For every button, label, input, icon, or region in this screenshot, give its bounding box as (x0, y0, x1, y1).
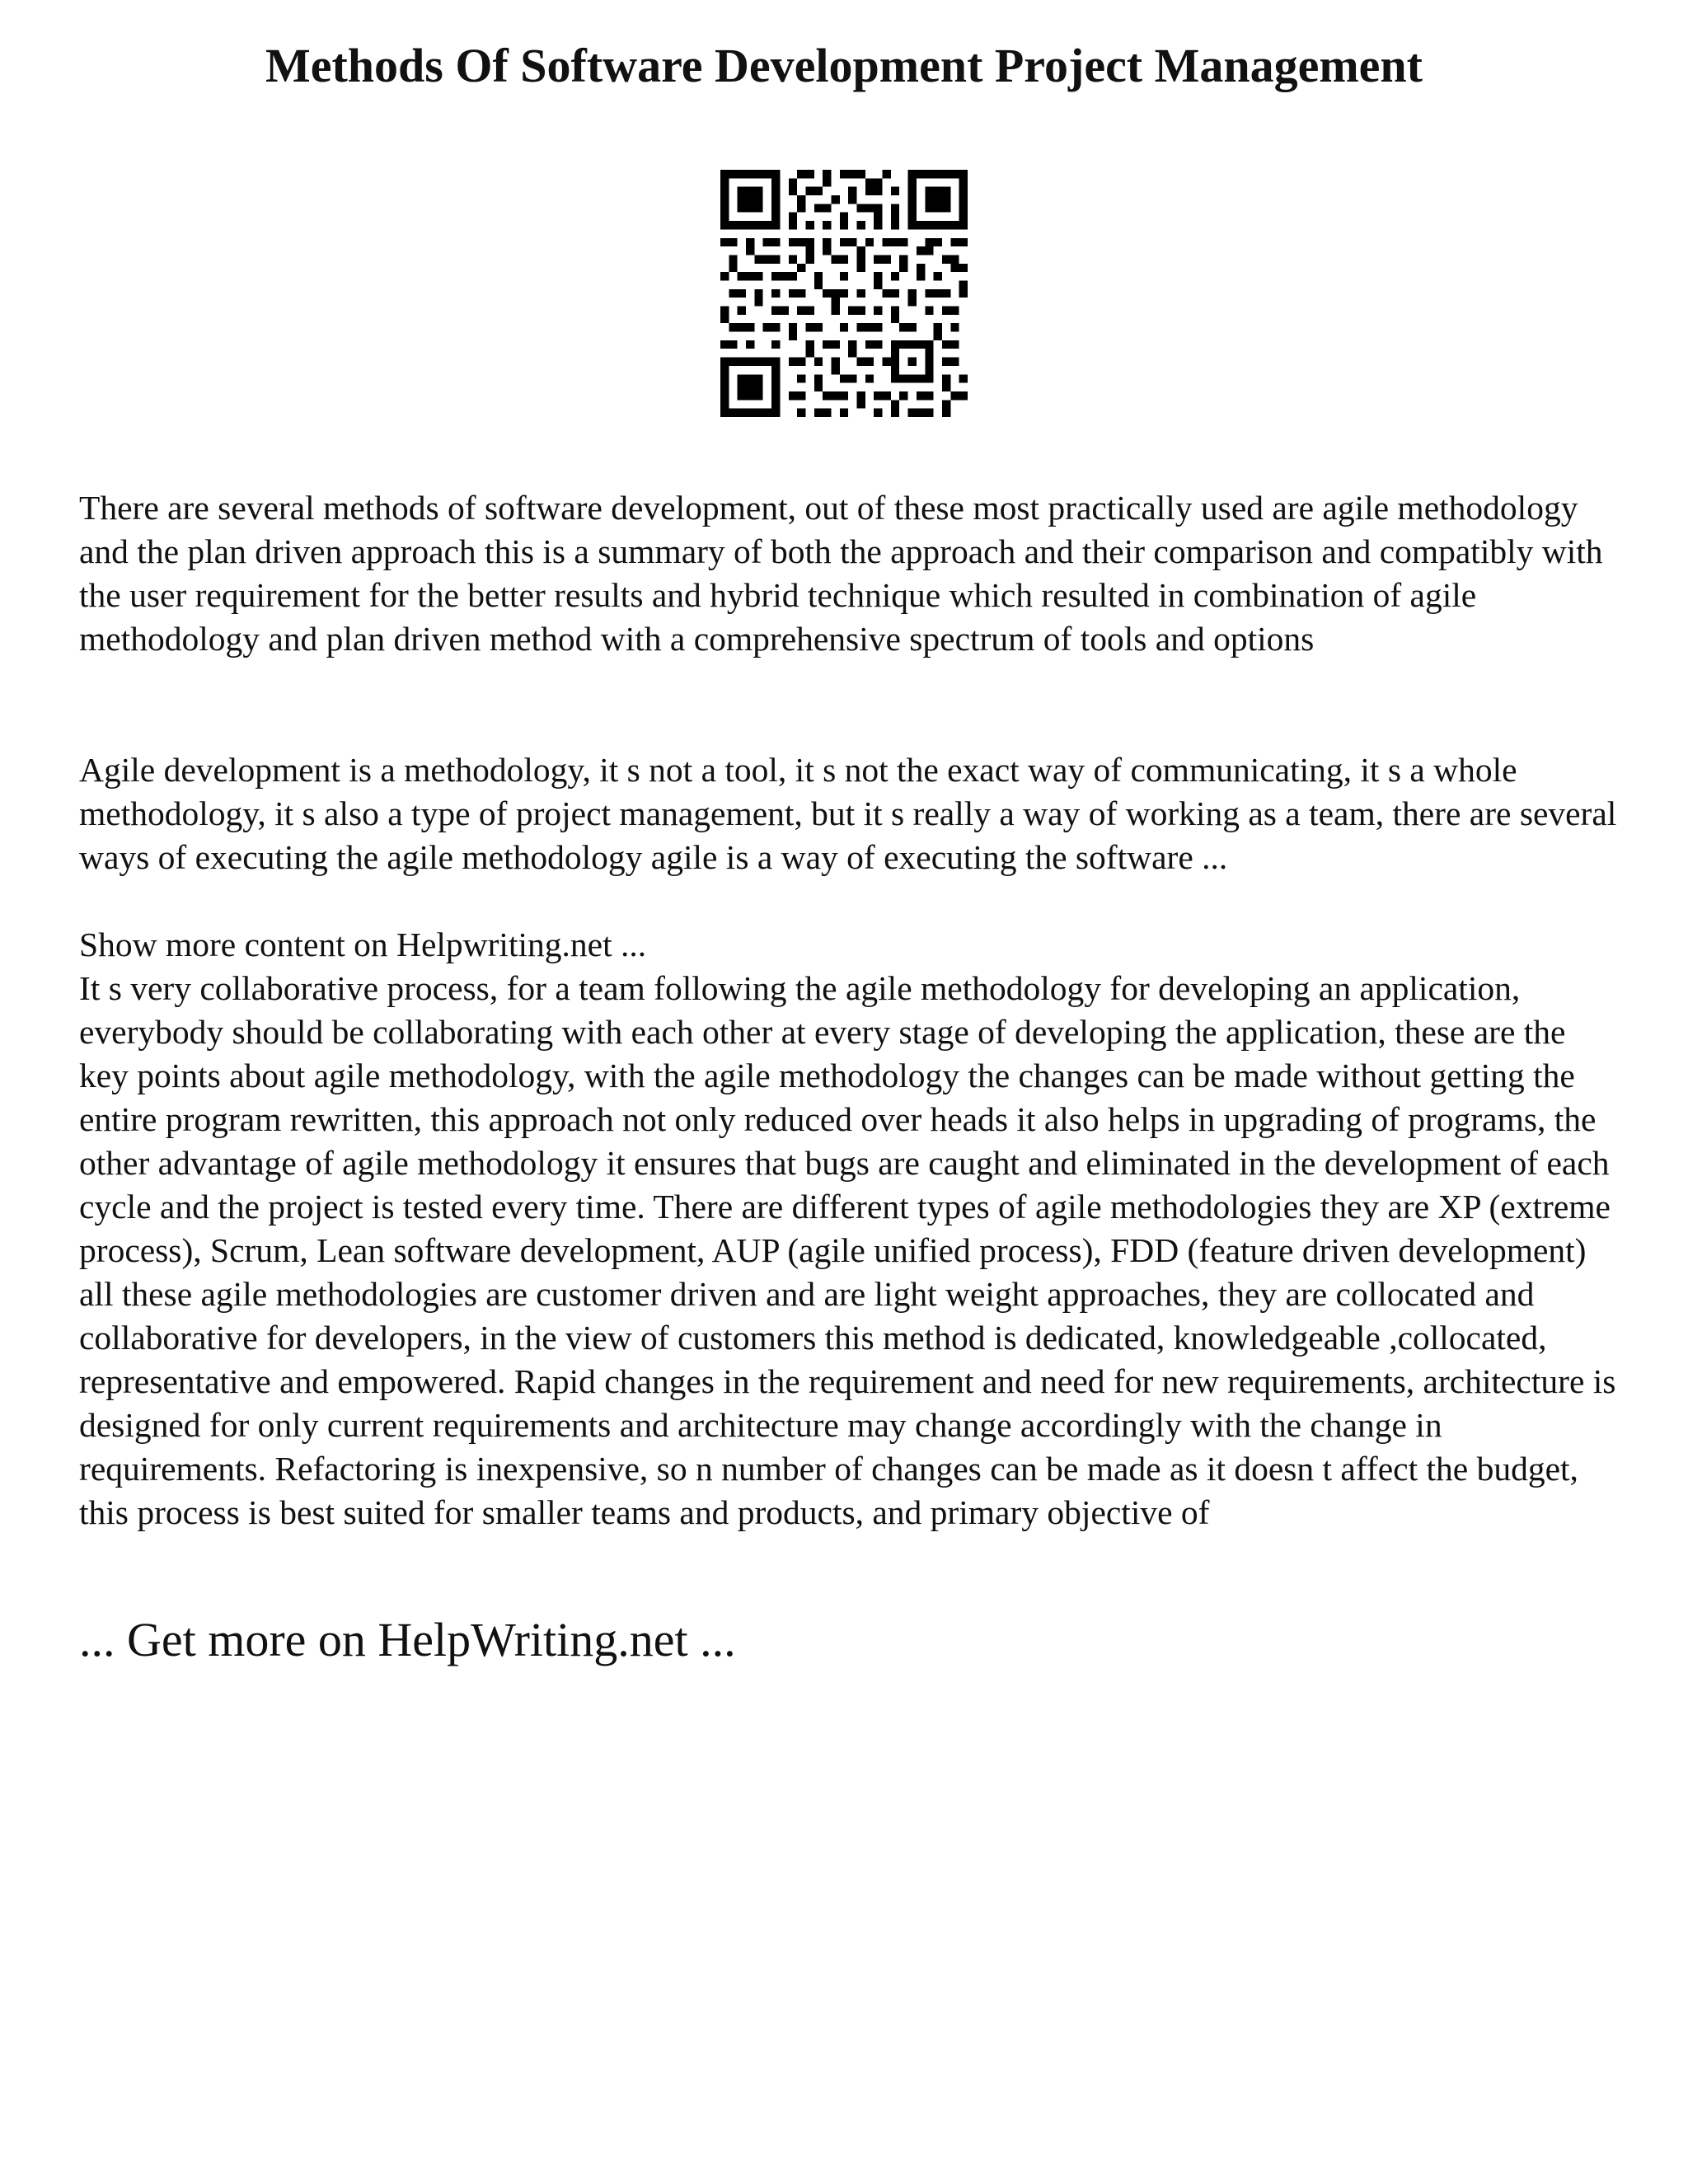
agile-paragraph: Agile development is a methodology, it s not a tool, it s not the exact way of communicating, it s a whole methodology, it s also a type of project management, but it s really a way of working as a team, there are several ways of executing the agile methodology agile is a way of executing the software ... (79, 751, 1617, 876)
continuation-paragraph: It s very collaborative process, for a team following the agile methodology for developing an application, everybody should be collaborating with each other at every stage of developing the application, these are the key points about agile methodology, with the agile methodology the changes can be made without getting the entire program rewritten, this approach not only reduced over heads it also helps in upgrading of programs, the other advantage of agile methodology it ensures that bugs are caught and eliminated in the development of each cycle and the project is tested every time. There are different types of agile methodologies they are XP (extreme process), Scrum, Lean software development, AUP (agile unified process), FDD (feature driven development) all these agile methodologies are customer driven and are light weight approaches, they are collocated and collaborative for developers, in the view of customers this method is dedicated, knowledgeable ,collocated, representative and empowered. Rapid changes in the requirement and need for new requirements, architecture is designed for only current requirements and architecture may change accordingly with the change in requirements. Refactoring is inexpensive, so n number of changes can be made as it doesn t affect the budget, this process is best suited for smaller teams and products, and primary objective of (79, 969, 1616, 1531)
qr-code (720, 170, 968, 417)
document-title: Methods Of Software Development Project Management (265, 39, 1423, 92)
continuation-block (79, 923, 1620, 1535)
get-more-link[interactable]: ... Get more on HelpWriting.net ... (79, 1613, 736, 1666)
intro-paragraph: There are several methods of software development, out of these most practically used are agile methodology and the plan driven approach this is a summary of both the approach and their comparison and compatibly with the user requirement for the better results and hybrid technique which resulted in combination of agile methodology and plan driven method with a comprehensive spectrum of tools and options (79, 489, 1603, 658)
show-more-link[interactable]: Show more content on Helpwriting.net ... (79, 926, 647, 963)
qr-code-icon (720, 170, 968, 417)
